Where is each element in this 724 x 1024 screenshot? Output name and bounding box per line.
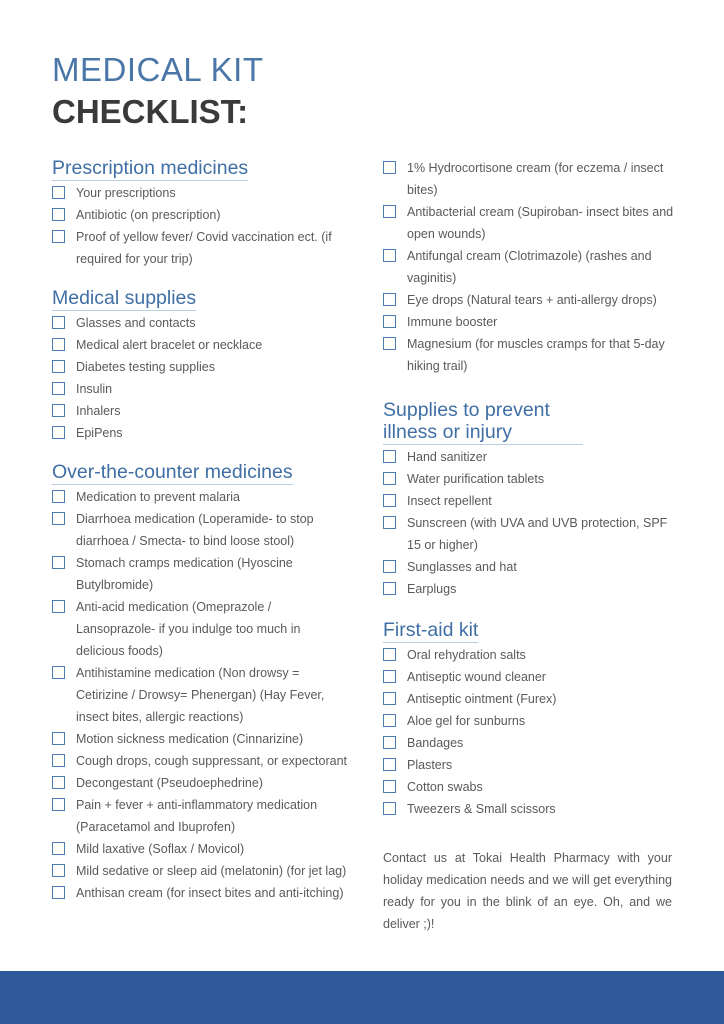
checklist-item-label: Hand sanitizer bbox=[407, 450, 487, 464]
checkbox[interactable] bbox=[52, 338, 65, 351]
checkbox[interactable] bbox=[383, 494, 396, 507]
checklist-item-label: Insect repellent bbox=[407, 494, 492, 508]
checkbox[interactable] bbox=[383, 315, 396, 328]
checkbox[interactable] bbox=[383, 648, 396, 661]
checkbox[interactable] bbox=[52, 490, 65, 503]
checkbox[interactable] bbox=[383, 249, 396, 262]
checklist-item-label: Aloe gel for sunburns bbox=[407, 714, 526, 728]
left-column bbox=[52, 157, 352, 904]
checkbox[interactable] bbox=[52, 776, 65, 789]
checklist-item bbox=[52, 596, 352, 662]
checkbox[interactable] bbox=[52, 512, 65, 525]
checklist-item bbox=[52, 662, 352, 728]
checklist-item-label: Antiseptic wound cleaner bbox=[407, 670, 546, 684]
checklist-item-label: Diabetes testing supplies bbox=[76, 360, 215, 374]
checklist-item-label: Medication to prevent malaria bbox=[76, 490, 240, 504]
checklist-item bbox=[383, 710, 683, 732]
checkbox[interactable] bbox=[383, 780, 396, 793]
checklist-item bbox=[383, 666, 683, 688]
right-column bbox=[383, 156, 683, 935]
checkbox[interactable] bbox=[52, 316, 65, 329]
checklist-item bbox=[383, 468, 683, 490]
checklist-item-label: Tweezers & Small scissors bbox=[407, 802, 556, 816]
checkbox[interactable] bbox=[383, 516, 396, 529]
checklist-item-label: Plasters bbox=[407, 758, 453, 772]
section-first-aid-kit bbox=[383, 619, 683, 820]
checklist-item-label: Cough drops, cough suppressant, or expectorant bbox=[76, 754, 348, 768]
checklist-item bbox=[52, 182, 352, 204]
checklist-item bbox=[383, 578, 683, 600]
checkbox[interactable] bbox=[383, 582, 396, 595]
checklist-item bbox=[383, 556, 683, 578]
checklist-item bbox=[52, 728, 352, 750]
checkbox[interactable] bbox=[383, 560, 396, 573]
checklist-item-label: Bandages bbox=[407, 736, 464, 750]
checkbox[interactable] bbox=[52, 556, 65, 569]
checklist-item bbox=[52, 750, 352, 772]
title-line-1: MEDICAL KIT bbox=[52, 51, 264, 88]
checklist-item-label: Stomach cramps medication (Hyoscine Butylbromide) bbox=[76, 556, 293, 592]
checklist-item-label: Proof of yellow fever/ Covid vaccination ect. (if required for your trip) bbox=[76, 230, 332, 266]
checkbox[interactable] bbox=[52, 886, 65, 899]
checklist-item-label: Mild sedative or sleep aid (melatonin) (for jet lag) bbox=[76, 864, 347, 878]
checkbox[interactable] bbox=[52, 208, 65, 221]
checklist-item bbox=[383, 333, 683, 377]
checklist-item bbox=[52, 486, 352, 508]
checklist-item-label: Earplugs bbox=[407, 582, 457, 596]
checkbox[interactable] bbox=[52, 404, 65, 417]
checklist-item bbox=[52, 226, 352, 270]
checkbox[interactable] bbox=[383, 714, 396, 727]
checklist-item bbox=[52, 204, 352, 226]
checklist-item bbox=[383, 754, 683, 776]
checklist-item bbox=[52, 312, 352, 334]
checkbox[interactable] bbox=[52, 798, 65, 811]
checkbox[interactable] bbox=[52, 842, 65, 855]
checklist-item bbox=[383, 289, 683, 311]
section-title: Over-the-counter medicines bbox=[52, 461, 293, 483]
checkbox[interactable] bbox=[383, 293, 396, 306]
checklist-item-label: Magnesium (for muscles cramps for that 5-day hiking trail) bbox=[407, 337, 665, 373]
section-otc-continued bbox=[383, 157, 683, 377]
section-prevention-supplies bbox=[383, 399, 683, 600]
checklist-item bbox=[383, 732, 683, 754]
checklist-item bbox=[383, 157, 683, 201]
checklist-item-label: Motion sickness medication (Cinnarizine) bbox=[76, 732, 304, 746]
checklist-item-label: Your prescriptions bbox=[76, 186, 176, 200]
title-line-2: CHECKLIST: bbox=[52, 93, 249, 130]
checkbox[interactable] bbox=[383, 758, 396, 771]
checklist-item bbox=[52, 356, 352, 378]
contact-paragraph: Contact us at Tokai Health Pharmacy with your holiday medication needs and we will get everything ready for you in the blink of an eye. Oh, and we deliver ;)! bbox=[383, 851, 672, 931]
checkbox[interactable] bbox=[383, 736, 396, 749]
checklist-item-label: Eye drops (Natural tears + anti-allergy drops) bbox=[407, 293, 657, 307]
checklist-item-label: Antiseptic ointment (Furex) bbox=[407, 692, 557, 706]
checklist-item bbox=[383, 798, 683, 820]
checkbox[interactable] bbox=[383, 450, 396, 463]
checkbox[interactable] bbox=[383, 205, 396, 218]
checklist-item bbox=[52, 400, 352, 422]
checkbox[interactable] bbox=[383, 472, 396, 485]
checklist-item bbox=[52, 422, 352, 444]
checkbox[interactable] bbox=[52, 230, 65, 243]
checkbox[interactable] bbox=[383, 692, 396, 705]
checklist-item bbox=[52, 882, 352, 904]
section-otc-medicines bbox=[52, 461, 352, 904]
checklist-item-label: Inhalers bbox=[76, 404, 121, 418]
checklist-item-label: Pain + fever + anti-inflammatory medication (Paracetamol and Ibuprofen) bbox=[76, 798, 318, 834]
checklist-item bbox=[383, 776, 683, 798]
checklist-item bbox=[383, 201, 683, 245]
checklist-item bbox=[52, 334, 352, 356]
checkbox[interactable] bbox=[383, 670, 396, 683]
checkbox[interactable] bbox=[383, 337, 396, 350]
checklist-item-label: Water purification tablets bbox=[407, 472, 545, 486]
checklist-item-label: Cotton swabs bbox=[407, 780, 483, 794]
checklist-item-label: EpiPens bbox=[76, 426, 123, 440]
section-medical-supplies bbox=[52, 287, 352, 444]
checklist-item bbox=[383, 245, 683, 289]
checklist-item bbox=[52, 378, 352, 400]
checklist-item bbox=[383, 688, 683, 710]
checkbox[interactable] bbox=[52, 426, 65, 439]
checkbox[interactable] bbox=[52, 186, 65, 199]
checklist-item-label: Sunglasses and hat bbox=[407, 560, 517, 574]
checklist-item-label: Medical alert bracelet or necklace bbox=[76, 338, 263, 352]
checklist-item bbox=[383, 512, 683, 556]
checklist-item bbox=[383, 490, 683, 512]
checklist-item-label: Diarrhoea medication (Loperamide- to stop diarrhoea / Smecta- to bind loose stool) bbox=[76, 512, 314, 548]
checkbox[interactable] bbox=[52, 382, 65, 395]
checkbox[interactable] bbox=[52, 732, 65, 745]
checklist-item-label: Antifungal cream (Clotrimazole) (rashes and vaginitis) bbox=[407, 249, 652, 285]
checklist-item-label: Antihistamine medication (Non drowsy = Cetirizine / Drowsy= Phenergan) (Hay Fever, insect bites, allergic reactions) bbox=[76, 666, 325, 724]
checkbox[interactable] bbox=[52, 666, 65, 679]
checklist-item-label: Mild laxative (Soflax / Movicol) bbox=[76, 842, 245, 856]
checklist-item-label: Anti-acid medication (Omeprazole / Lansoprazole- if you indulge too much in delicious foods) bbox=[76, 600, 301, 658]
section-title: Medical supplies bbox=[52, 287, 197, 309]
section-title: First-aid kit bbox=[383, 619, 479, 641]
checklist-item bbox=[52, 508, 352, 552]
checklist-item-label: Antibacterial cream (Supiroban- insect bites and open wounds) bbox=[407, 205, 674, 241]
checklist-item-label: Decongestant (Pseudoephedrine) bbox=[76, 776, 263, 790]
checklist-item bbox=[52, 552, 352, 596]
checkbox[interactable] bbox=[383, 161, 396, 174]
checklist-item-label: Glasses and contacts bbox=[76, 316, 196, 330]
checklist-item-label: 1% Hydrocortisone cream (for eczema / insect bites) bbox=[407, 161, 664, 197]
section-title: Supplies to prevent illness or injury bbox=[383, 399, 583, 445]
checkbox[interactable] bbox=[383, 802, 396, 815]
checklist-item-label: Sunscreen (with UVA and UVB protection, SPF 15 or higher) bbox=[407, 516, 668, 552]
checklist-item bbox=[52, 772, 352, 794]
checkbox[interactable] bbox=[52, 360, 65, 373]
checklist-item-label: Immune booster bbox=[407, 315, 498, 329]
checklist-item bbox=[52, 794, 352, 838]
footer-bar bbox=[0, 971, 724, 1024]
checklist-item bbox=[383, 644, 683, 666]
checkbox[interactable] bbox=[52, 864, 65, 877]
section-title: Prescription medicines bbox=[52, 157, 249, 179]
checklist-item-label: Oral rehydration salts bbox=[407, 648, 526, 662]
checklist-item bbox=[383, 446, 683, 468]
section-prescription-medicines bbox=[52, 157, 352, 270]
checkbox[interactable] bbox=[52, 600, 65, 613]
checklist-item-label: Insulin bbox=[76, 382, 113, 396]
checklist-item bbox=[52, 860, 352, 882]
checklist-item bbox=[383, 311, 683, 333]
checklist-item bbox=[52, 838, 352, 860]
checklist-item-label: Antibiotic (on prescription) bbox=[76, 208, 221, 222]
checklist-item-label: Anthisan cream (for insect bites and anti-itching) bbox=[76, 886, 344, 900]
checkbox[interactable] bbox=[52, 754, 65, 767]
